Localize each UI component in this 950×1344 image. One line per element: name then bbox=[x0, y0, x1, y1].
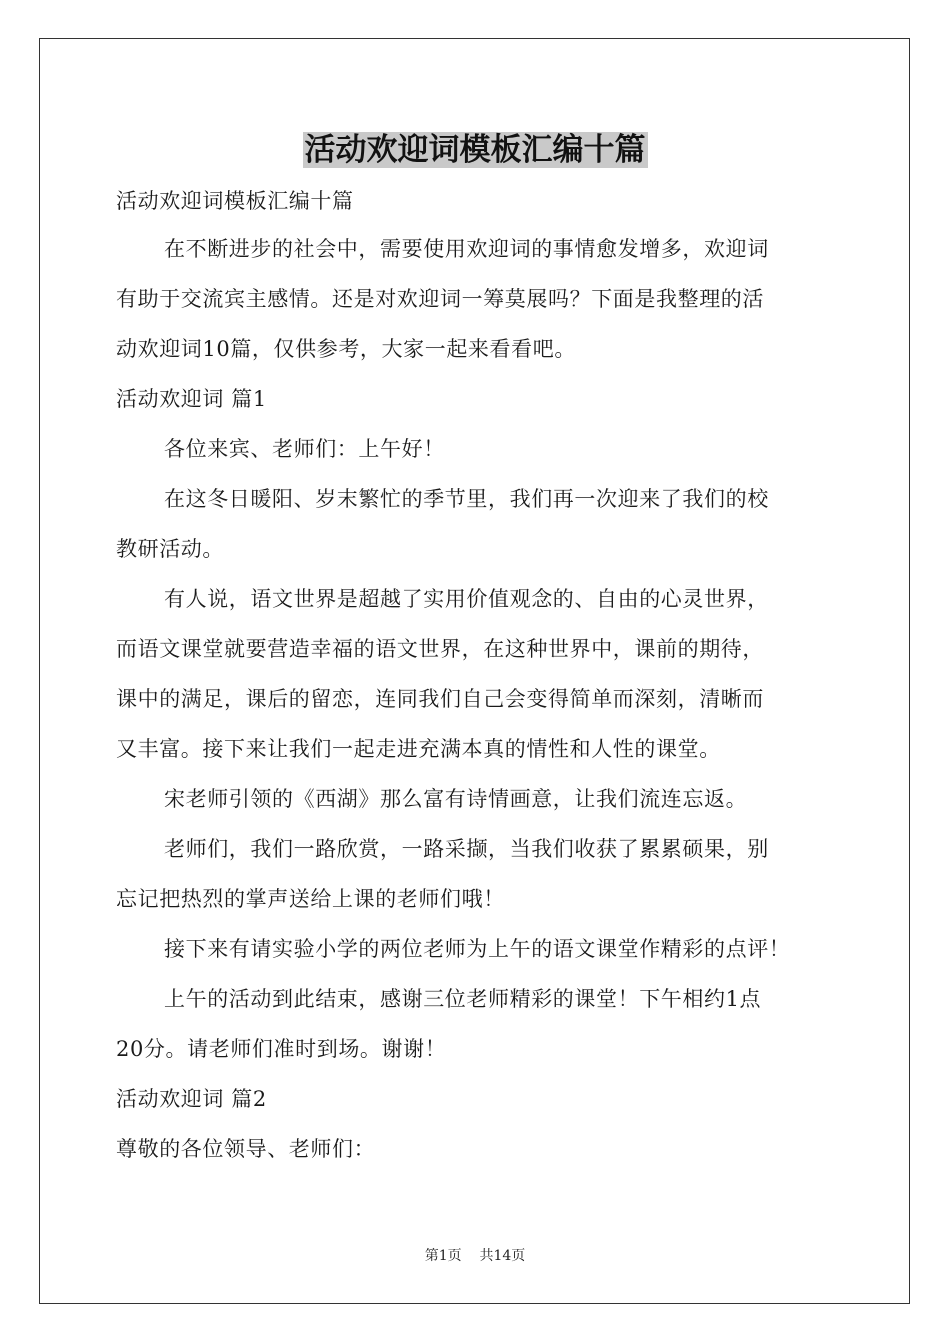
paragraph-line: 教研活动。 bbox=[116, 537, 224, 561]
paragraph-line: 活动欢迎词模板汇编十篇 bbox=[116, 189, 354, 213]
paragraph-line: 课中的满足，课后的留恋，连同我们自己会变得简单而深刻，清晰而 bbox=[116, 687, 764, 711]
paragraph-line: 上午的活动到此结束，感谢三位老师精彩的课堂！下午相约1点 bbox=[164, 987, 762, 1011]
document-title bbox=[0, 128, 950, 172]
paragraph-line: 动欢迎词10篇，仅供参考，大家一起来看看吧。 bbox=[116, 337, 576, 361]
paragraph-line: 20分。请老师们准时到场。谢谢！ bbox=[116, 1037, 447, 1061]
paragraph-line: 宋老师引领的《西湖》那么富有诗情画意，让我们流连忘返。 bbox=[164, 787, 748, 811]
paragraph-line: 尊敬的各位领导、老师们： bbox=[116, 1137, 376, 1161]
page-footer bbox=[0, 1246, 950, 1266]
paragraph-line: 各位来宾、老师们：上午好！ bbox=[164, 437, 445, 461]
paragraph-line: 有助于交流宾主感情。还是对欢迎词一筹莫展吗？下面是我整理的活 bbox=[116, 287, 764, 311]
paragraph-line: 接下来有请实验小学的两位老师为上午的语文课堂作精彩的点评！ bbox=[164, 937, 791, 961]
paragraph-line: 有人说，语文世界是超越了实用价值观念的、自由的心灵世界， bbox=[164, 587, 769, 611]
paragraph-line: 而语文课堂就要营造幸福的语文世界，在这种世界中，课前的期待， bbox=[116, 637, 764, 661]
paragraph-line: 活动欢迎词 篇2 bbox=[116, 1087, 267, 1111]
page-border bbox=[39, 38, 910, 1304]
paragraph-line: 在这冬日暖阳、岁末繁忙的季节里，我们再一次迎来了我们的校 bbox=[164, 487, 769, 511]
paragraph-line: 活动欢迎词 篇1 bbox=[116, 387, 267, 411]
paragraph-line: 忘记把热烈的掌声送给上课的老师们哦！ bbox=[116, 887, 505, 911]
paragraph-line: 又丰富。接下来让我们一起走进充满本真的情性和人性的课堂。 bbox=[116, 737, 721, 761]
page-total: 共14页 bbox=[479, 1248, 526, 1264]
page-number: 第1页 bbox=[424, 1248, 462, 1264]
document-title-text: 活动欢迎词模板汇编十篇 bbox=[304, 132, 646, 168]
paragraph-line: 老师们，我们一路欣赏，一路采撷，当我们收获了累累硕果，别 bbox=[164, 837, 769, 861]
paragraph-line: 在不断进步的社会中，需要使用欢迎词的事情愈发增多，欢迎词 bbox=[164, 237, 769, 261]
